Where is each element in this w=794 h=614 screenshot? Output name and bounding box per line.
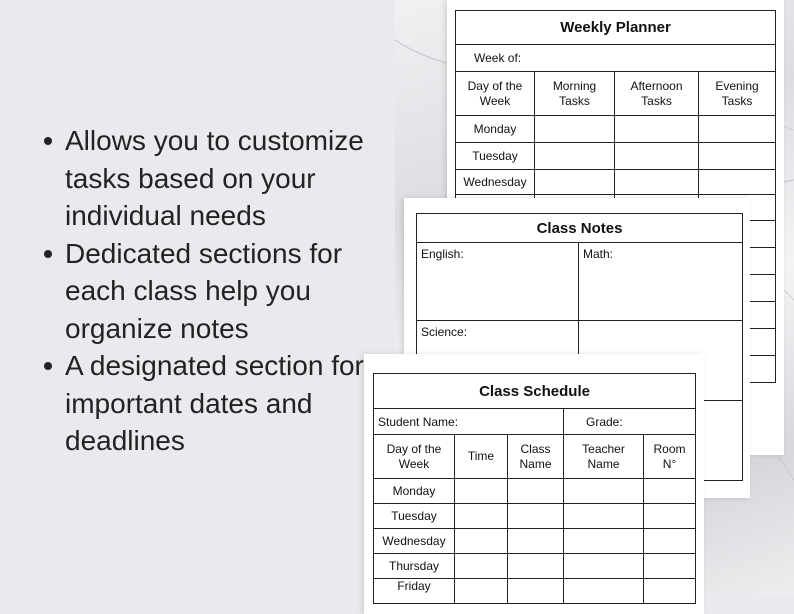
schedule-day-cell: Wednesday bbox=[374, 529, 455, 554]
notes-title: Class Notes bbox=[417, 214, 743, 243]
planner-cell bbox=[535, 170, 615, 195]
schedule-cell bbox=[564, 504, 644, 529]
planner-header-morning: Morning Tasks bbox=[535, 72, 615, 116]
schedule-cell bbox=[508, 479, 564, 504]
schedule-cell bbox=[455, 554, 508, 579]
planner-day-cell: Monday bbox=[456, 116, 535, 143]
planner-cell bbox=[699, 116, 776, 143]
schedule-cell bbox=[455, 504, 508, 529]
schedule-cell bbox=[508, 579, 564, 604]
notes-science-section: Science: bbox=[417, 321, 579, 401]
schedule-header-time: Time bbox=[455, 435, 508, 479]
bullet-item: Dedicated sections for each class help you organize notes bbox=[38, 235, 383, 348]
schedule-grade-label: Grade: bbox=[564, 409, 696, 435]
planner-day-cell: Tuesday bbox=[456, 143, 535, 170]
planner-title: Weekly Planner bbox=[456, 11, 776, 45]
schedule-student-name-label: Student Name: bbox=[374, 409, 564, 435]
bullet-item: Allows you to customize tasks based on your individual needs bbox=[38, 122, 383, 235]
schedule-cell bbox=[644, 579, 696, 604]
planner-day-cell: Wednesday bbox=[456, 170, 535, 195]
bullet-item: A designated section for important dates and deadlines bbox=[38, 347, 383, 460]
planner-cell bbox=[535, 116, 615, 143]
class-schedule-table bbox=[373, 373, 696, 604]
notes-math-section: Math: bbox=[579, 243, 743, 321]
schedule-header-day: Day of the Week bbox=[374, 435, 455, 479]
planner-week-of-label: Week of: bbox=[456, 45, 776, 72]
schedule-cell bbox=[644, 529, 696, 554]
schedule-header-teacher: Teacher Name bbox=[564, 435, 644, 479]
feature-bullet-list bbox=[38, 122, 383, 460]
schedule-cell bbox=[455, 479, 508, 504]
schedule-cell bbox=[508, 554, 564, 579]
schedule-cell bbox=[644, 554, 696, 579]
schedule-cell bbox=[564, 554, 644, 579]
schedule-day-cell: Monday bbox=[374, 479, 455, 504]
planner-header-day: Day of the Week bbox=[456, 72, 535, 116]
schedule-cell bbox=[564, 479, 644, 504]
planner-cell bbox=[535, 143, 615, 170]
planner-cell bbox=[615, 143, 699, 170]
planner-cell bbox=[699, 143, 776, 170]
schedule-day-cell: Tuesday bbox=[374, 504, 455, 529]
schedule-day-cell: Thursday bbox=[374, 554, 455, 579]
planner-header-evening: Evening Tasks bbox=[699, 72, 776, 116]
schedule-cell bbox=[508, 529, 564, 554]
schedule-cell bbox=[508, 504, 564, 529]
schedule-cell bbox=[564, 579, 644, 604]
planner-cell bbox=[615, 170, 699, 195]
planner-cell bbox=[615, 116, 699, 143]
schedule-header-class: Class Name bbox=[508, 435, 564, 479]
schedule-cell bbox=[644, 479, 696, 504]
schedule-cell bbox=[644, 504, 696, 529]
notes-english-section: English: bbox=[417, 243, 579, 321]
planner-header-afternoon: Afternoon Tasks bbox=[615, 72, 699, 116]
schedule-cell bbox=[564, 529, 644, 554]
class-schedule-sheet bbox=[364, 354, 704, 614]
schedule-header-room: Room N° bbox=[644, 435, 696, 479]
schedule-title: Class Schedule bbox=[374, 374, 696, 409]
schedule-day-cell: Friday bbox=[374, 579, 455, 604]
planner-cell bbox=[699, 170, 776, 195]
schedule-cell bbox=[455, 529, 508, 554]
schedule-cell bbox=[455, 579, 508, 604]
